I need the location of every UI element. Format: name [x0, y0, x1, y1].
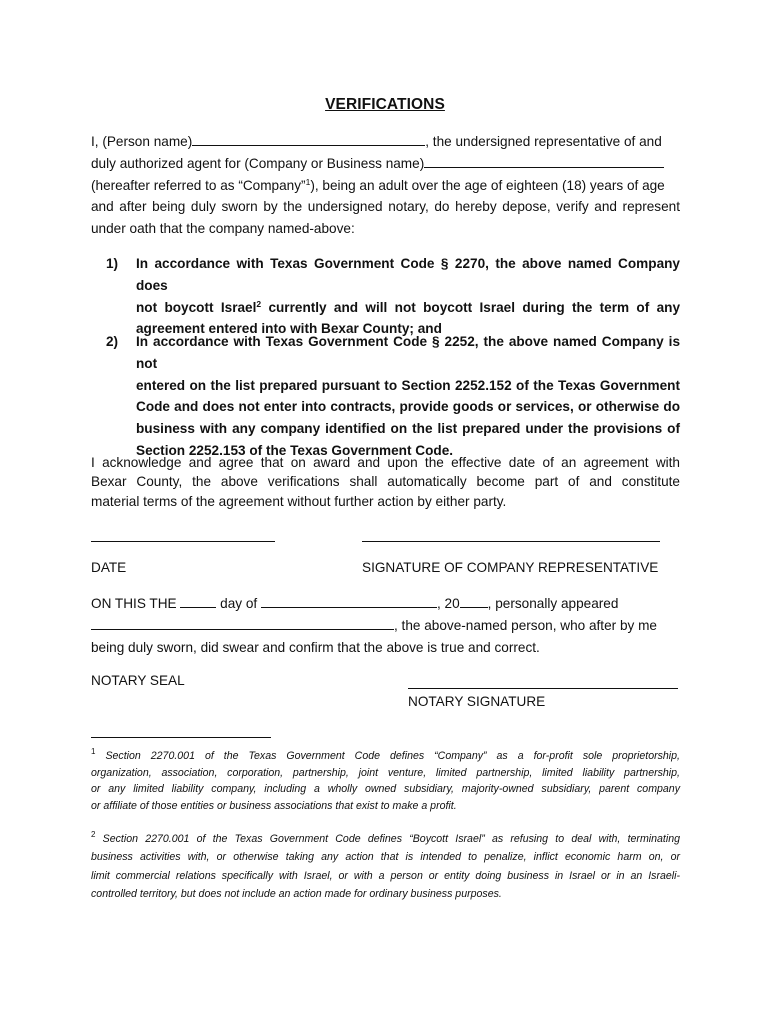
- footnote-ref-1: 1: [305, 176, 311, 187]
- footnote-1-line-2: organization, association, corporation, partnership, joint venture, limited partnership, limited liability partnership,: [91, 766, 680, 779]
- footnote-2-number: 2: [91, 830, 96, 839]
- item-text: [136, 253, 680, 340]
- intro-line-2: [91, 153, 680, 175]
- intro-line-3-text-a: (hereafter referred to as “Company”: [91, 177, 306, 193]
- ack-line-2: Bexar County, the above verifications shall automatically become part of and constitute: [91, 474, 680, 490]
- notary-line-3: being duly sworn, did swear and confirm that the above is true and correct.: [91, 639, 540, 655]
- footnote-1: [91, 748, 680, 814]
- day-blank[interactable]: [180, 594, 216, 608]
- footnote-1-number: 1: [91, 747, 96, 756]
- acknowledgement-paragraph: [91, 453, 680, 511]
- item-number: 1): [106, 256, 119, 271]
- notary-line-1: [91, 593, 657, 615]
- notary-line-2: [91, 615, 657, 637]
- intro-line-3: [91, 175, 680, 197]
- item-2-line-1: In accordance with Texas Government Code § 2252, the above named Company is not: [136, 334, 680, 371]
- notary-line-1-d: , personally appeared: [487, 596, 619, 611]
- person-name-label: I, (Person name): [91, 134, 193, 149]
- footnote-1-line-1: [91, 748, 680, 765]
- item-1-line-1: In accordance with Texas Government Code § 2270, the above named Company does: [136, 256, 680, 293]
- item-2-line-3: Code and does not enter into contracts, provide goods or services, or otherwise do: [136, 399, 680, 415]
- verification-item-1: [106, 253, 680, 340]
- person-name-blank[interactable]: [192, 132, 425, 146]
- footnote-2-text-1: Section 2270.001 of the Texas Government Code defines “Boycott Israel” as refusing to deal with, terminating: [95, 833, 680, 845]
- month-blank[interactable]: [261, 594, 437, 608]
- item-1-line-3: agreement entered into with Bexar County; and: [136, 321, 442, 337]
- company-name-blank[interactable]: [424, 154, 664, 168]
- item-number: 2): [106, 334, 119, 349]
- notary-seal-label: NOTARY SEAL: [91, 673, 185, 688]
- footnote-2-line-1: [91, 830, 680, 848]
- notary-line-1-b: day of: [216, 596, 261, 611]
- intro-line-1-text: , the undersigned representative of and: [425, 134, 662, 149]
- intro-line-5: under oath that the company named-above:: [91, 221, 355, 237]
- notary-paragraph: [91, 593, 657, 658]
- notary-line-1-c: , 20: [436, 596, 460, 611]
- item-text: [136, 331, 680, 462]
- notary-line-1-a: ON THIS THE: [91, 596, 181, 611]
- date-label: DATE: [91, 560, 127, 575]
- item-1-line-2-b: currently and will not boycott Israel during the term of any: [261, 299, 681, 315]
- page-title: VERIFICATIONS: [325, 96, 445, 113]
- item-1-line-2-a: not boycott Israel: [136, 299, 257, 315]
- footnote-ref-2: 2: [256, 298, 262, 309]
- company-rep-signature-line[interactable]: [362, 541, 660, 542]
- company-rep-label: SIGNATURE OF COMPANY REPRESENTATIVE: [362, 560, 659, 575]
- intro-line-4: and after being duly sworn by the undersigned notary, do hereby depose, verify and represent: [91, 199, 680, 215]
- item-2-line-5: Section 2252.153 of the Texas Government Code.: [136, 442, 454, 458]
- date-signature-line[interactable]: [91, 541, 275, 542]
- verification-item-2: [106, 331, 680, 462]
- footnote-2-line-2: business activities with, or otherwise taking any action that is intended to penalize, inflict economic harm on, or: [91, 851, 680, 864]
- footnote-1-line-3: or any limited liability company, including a wholly owned subsidiary, majority-owned subsidiary, parent company: [91, 783, 680, 796]
- item-1-line-2: [136, 297, 680, 319]
- company-name-label: duly authorized agent for (Company or Business name): [91, 155, 425, 171]
- intro-line-3-text-b: ), being an adult over the age of eighteen (18) years of age: [310, 177, 665, 193]
- intro-paragraph: [91, 131, 680, 240]
- notary-signature-line[interactable]: [408, 688, 678, 689]
- item-2-line-4: business with any company identified on the list prepared under the provisions of: [136, 421, 680, 437]
- footnote-2: [91, 830, 680, 904]
- footnote-1-text-1: Section 2270.001 of the Texas Government Code defines “Company” as a for-profit sole proprietorship,: [95, 750, 680, 762]
- ack-line-1: I acknowledge and agree that on award and upon the effective date of an agreement with: [91, 455, 680, 470]
- footnote-divider: [91, 737, 271, 738]
- appeared-person-blank[interactable]: [91, 616, 394, 630]
- ack-line-3: material terms of the agreement without further action by either party.: [91, 493, 507, 509]
- notary-line-2-b: , the above-named person, who after by me: [394, 617, 657, 633]
- notary-signature-label: NOTARY SIGNATURE: [408, 694, 546, 709]
- item-2-line-2: entered on the list prepared pursuant to Section 2252.152 of the Texas Government: [136, 377, 680, 393]
- year-blank[interactable]: [460, 594, 488, 608]
- footnote-2-line-3: limit commercial relations specifically with Israel, or with a person or entity doing business in Israel or in an Israeli-: [91, 869, 680, 882]
- footnote-1-line-4: or affiliate of those entities or business associations that exist to make a profit.: [91, 799, 457, 812]
- footnote-2-line-4: controlled territory, but does not include an action made for ordinary business purposes.: [91, 888, 502, 901]
- intro-line-1: [91, 131, 680, 153]
